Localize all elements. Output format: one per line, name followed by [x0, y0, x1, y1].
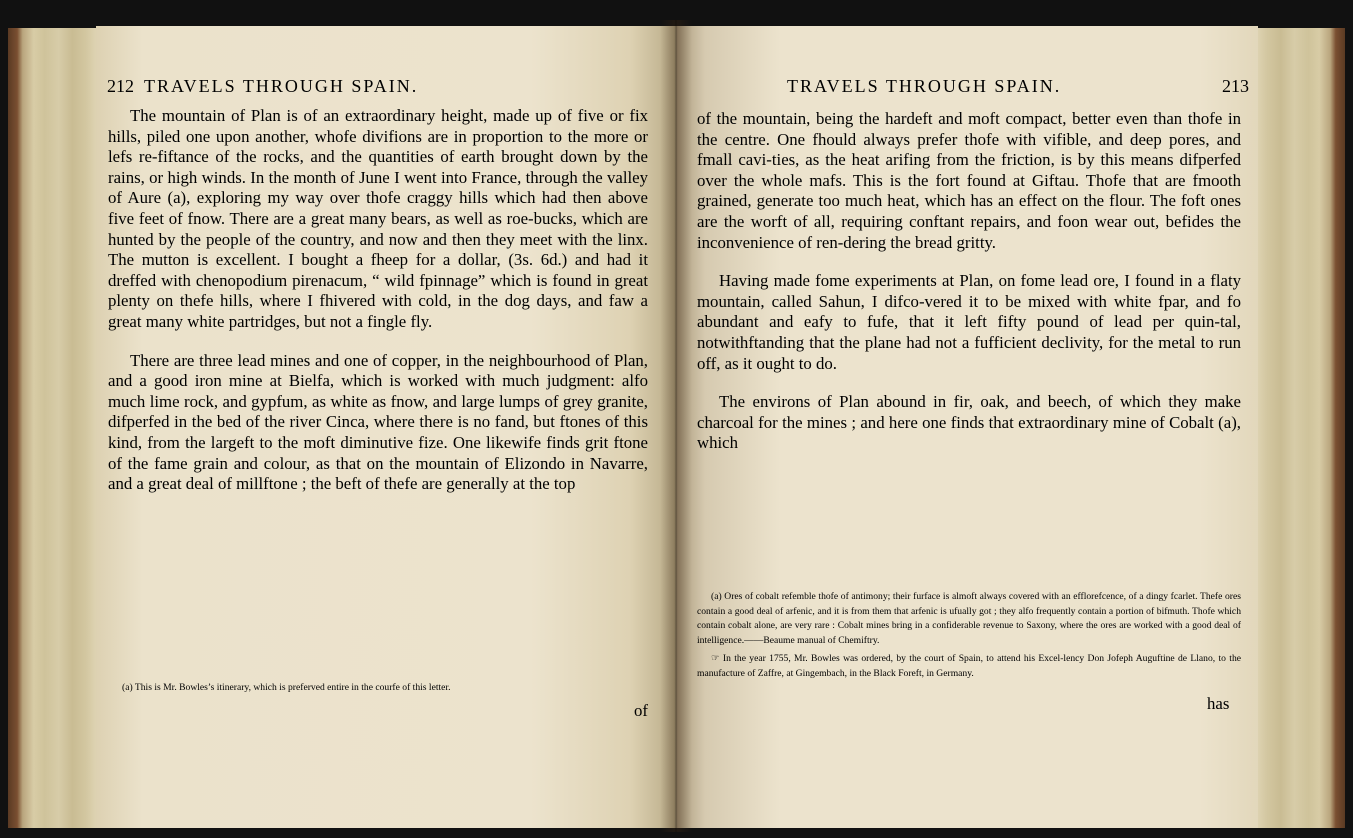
left-page-number: 212: [107, 76, 134, 96]
right-paragraph: Having made fome experiments at Plan, on fome lead ore, I found in a flaty mountain, called Sahun, I difco-vered it to be mixed with white fpar, and fo abundant and eafy to fufe, that it left fifty pound of lead per quin-tal, notwithftanding that the plane had not a fufficient declivity, for the metal to run off, as it ought to do.: [697, 271, 1241, 373]
footnote: (a) Ores of cobalt refemble thofe of antimony; their furface is almoft always covered with an efflorefcence, of a dingy fcarlet. Thefe ores contain a good deal of arfenic, and it is from them that arfenic is ufually got ; they alfo frequently contain a portion of bifmuth. Thofe which contain cobalt alone, are very rare : Cobalt mines bring in a confiderable revenue to Saxony, where the ores are worked with a good deal of intelligence.——Beaume manual of Chemiftry.: [697, 591, 1241, 646]
left-paragraph: There are three lead mines and one of copper, in the neighbourhood of Plan, and a good iron mine at Bielfa, which is worked with much judgment: alfo much lime rock, and gypfum, as white as fnow, and large lumps of grey granite, difperfed in the bed of the river Cinca, where there is no fand, but ftones of this kind, from the largeft to the moft diminutive fize. One likewife finds grit ftone of the fame grain and colour, as that on the mountain of Elizondo in Navarre, and a great deal of millftone ; the beft of thefe are generally at the top: [108, 350, 648, 494]
right-body-text: [697, 109, 1241, 454]
right-paragraph: The environs of Plan abound in fir, oak, and beech, of which they make charcoal for the mines ; and here one finds that extraordinary mine of Cobalt (a), which: [697, 392, 1241, 453]
right-running-head: TRAVELS THROUGH SPAIN.: [787, 76, 1062, 96]
left-footnote: [108, 681, 648, 696]
left-paragraph: The mountain of Plan is of an extraordinary height, made up of five or fix hills, piled one upon another, whofe divifions are in proportion to the more or lefs re-fiftance of the rocks, and the quantities of earth brought down by the rains, or high winds. In the month of June I went into France, through the valley of Aure (a), exploring my way over thofe craggy hills which had then above five feet of fnow. There are a great many bears, as well as roe-bucks, which are hunted by the people of the country, and now and then they meet with the linx. The mutton is excellent. I bought a fheep for a dollar, (3s. 6d.) and had it dreffed with chenopodium pirenacum, “ wild fpinnage” which is found in great plenty on thefe hills, where I fhivered with cold, in the dog days, and faw a great many white partridges, but not a fingle fly.: [108, 106, 648, 331]
right-paragraph: of the mountain, being the hardeft and moft compact, better even than thofe in the centre. One fhould always prefer thofe with vifible, and deep pores, and fmall cavi-ties, as the heat arifing from the friction, is by this means difperfed over the whole mafs. This is the fort found at Giftau. Thofe that are fmooth grained, generate too much heat, which has an effect on the flour. The foft ones are the worft of all, requiring conftant repairs, and foon wear out, befides the inconvenience of ren-dering the bread gritty.: [697, 109, 1241, 252]
left-page-edges: [8, 28, 100, 828]
left-running-head: TRAVELS THROUGH SPAIN.: [144, 76, 419, 96]
book-gutter: [660, 20, 692, 832]
footnote: ☞ In the year 1755, Mr. Bowles was ordered, by the court of Spain, to attend his Excel-lency Don Jofeph Auguftine de Llano, to the manufacture of Zaffre, at Gingembach, in the Black Foreft, in Germany.: [697, 653, 1241, 679]
left-catchword: of: [634, 701, 648, 720]
right-page-edges: [1253, 28, 1345, 828]
right-footnotes: [697, 590, 1241, 682]
footnote: (a) This is Mr. Bowles’s itinerary, which is preferved entire in the courfe of this letter.: [122, 682, 451, 693]
left-body-text: [108, 106, 648, 495]
right-page-number: 213: [1222, 76, 1249, 96]
right-catchword: has: [1207, 694, 1230, 713]
